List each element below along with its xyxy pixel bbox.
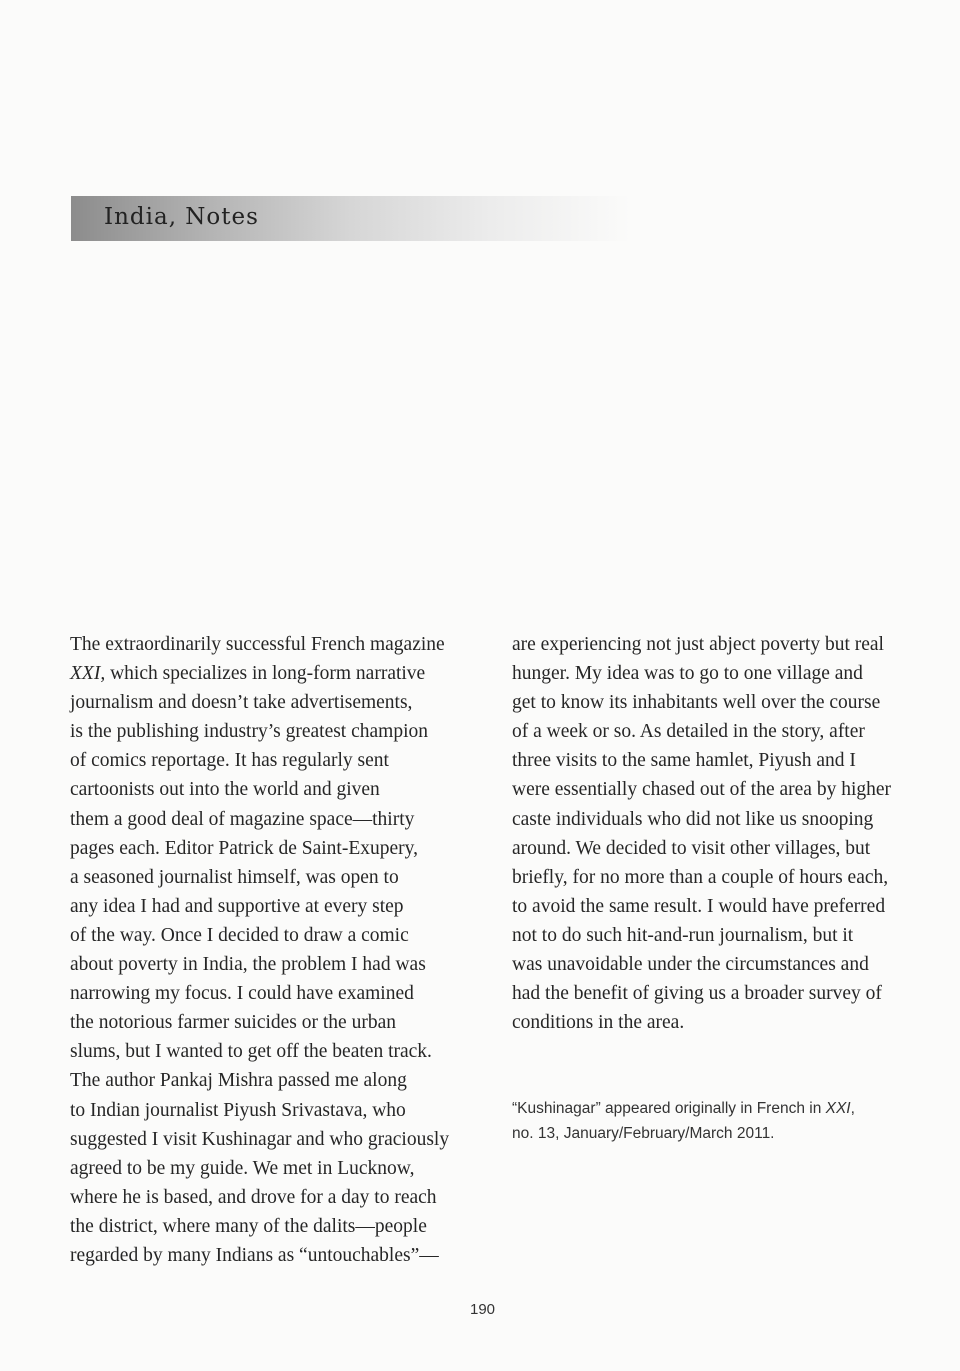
text-line: had the benefit of giving us a broader survey of (512, 983, 882, 1005)
text-line: pages each. Editor Patrick de Saint-Exupery, (70, 837, 418, 859)
text-line: agreed to be my guide. We met in Lucknow, (70, 1157, 415, 1179)
text-line: slums, but I wanted to get off the beaten track. (70, 1041, 432, 1063)
text-line: the district, where many of the dalits—people (70, 1215, 427, 1237)
text-line: a seasoned journalist himself, was open to (70, 866, 399, 888)
text-line: briefly, for no more than a couple of hours each, (512, 866, 889, 888)
text-line: The extraordinarily successful French magazine (70, 634, 445, 655)
text-line: was unavoidable under the circumstances and (512, 954, 869, 976)
text-line: to Indian journalist Piyush Srivastava, who (70, 1099, 406, 1121)
text-line: narrowing my focus. I could have examined (70, 983, 414, 1005)
text-line: any idea I had and supportive at every step (70, 895, 404, 917)
text-line: regarded by many Indians as “untouchables”— (70, 1244, 439, 1266)
right-column-text (512, 630, 891, 1037)
text-line: of comics reportage. It has regularly sent (70, 750, 389, 772)
text-line: suggested I visit Kushinagar and who graciously (70, 1128, 450, 1150)
text-line: are experiencing not just abject poverty but real (512, 634, 884, 655)
section-heading-banner (71, 196, 631, 241)
note-line: no. 13, January/February/March 2011. (512, 1125, 775, 1142)
text-line: conditions in the area. (512, 1012, 685, 1034)
text-line: is the publishing industry’s greatest champion (70, 721, 428, 743)
text-fragment: which specializes in long-form narrative (105, 663, 426, 685)
text-line: cartoonists out into the world and given (70, 779, 380, 801)
text-line: about poverty in India, the problem I had was (70, 954, 426, 976)
text-line: to avoid the same result. I would have preferred (512, 895, 886, 917)
section-heading: India, Notes (104, 204, 259, 230)
text-line: the notorious farmer suicides or the urban (70, 1012, 396, 1034)
note-text: , (850, 1100, 855, 1117)
text-line: them a good deal of magazine space—thirty (70, 808, 415, 830)
left-column-text (70, 630, 449, 1270)
text-line: journalism and doesn’t take advertisements, (70, 692, 413, 714)
note-text: “Kushinagar” appeared originally in French in (512, 1100, 826, 1117)
page-number: 190 (470, 1301, 496, 1318)
text-line: around. We decided to visit other villages, but (512, 837, 871, 859)
text-line: not to do such hit-and-run journalism, but it (512, 924, 854, 946)
magazine-title: XXI (825, 1100, 851, 1117)
text-line: caste individuals who did not like us snooping (512, 808, 874, 830)
text-line (70, 659, 449, 688)
text-line: were essentially chased out of the area by higher (512, 779, 892, 801)
text-line: hunger. My idea was to go to one village and (512, 663, 863, 685)
note-line (512, 1096, 855, 1121)
text-line: three visits to the same hamlet, Piyush and I (512, 750, 856, 772)
text-line: where he is based, and drove for a day to reach (70, 1186, 437, 1208)
text-line: of the way. Once I decided to draw a comic (70, 924, 409, 946)
publication-note (512, 1096, 855, 1146)
text-line: of a week or so. As detailed in the story, after (512, 721, 865, 743)
text-line: get to know its inhabitants well over the course (512, 692, 881, 714)
text-line: The author Pankaj Mishra passed me along (70, 1070, 407, 1092)
magazine-title: XXI, (70, 663, 106, 685)
